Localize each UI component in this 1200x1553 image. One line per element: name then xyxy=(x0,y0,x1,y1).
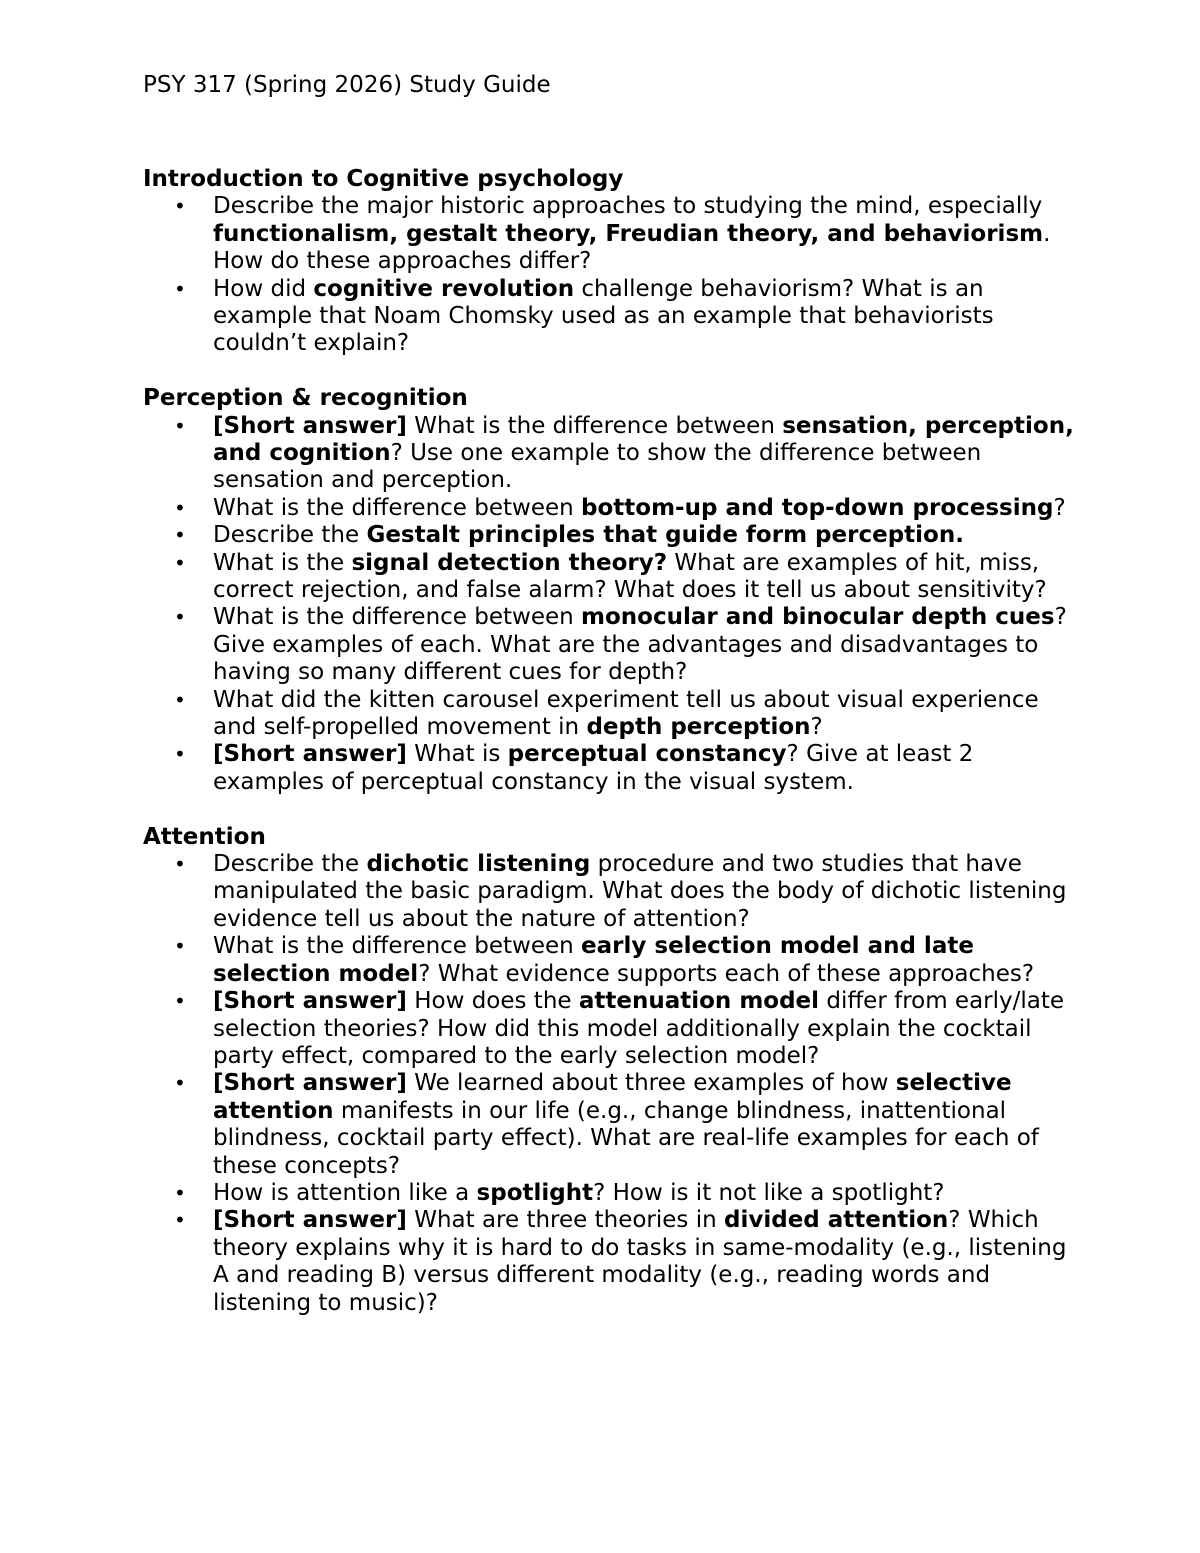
bold-term: divided attention xyxy=(724,1207,949,1234)
bullet-icon: • xyxy=(174,276,186,301)
question-item xyxy=(143,413,1083,495)
question-text: . How do these approaches differ? xyxy=(213,220,1051,275)
question-item xyxy=(143,604,1083,686)
question-item xyxy=(143,193,1083,275)
question-text: What are three theories in xyxy=(406,1207,724,1234)
question-text: How did xyxy=(213,275,314,302)
question-list xyxy=(143,413,1083,797)
question-item xyxy=(143,933,1083,988)
question-item xyxy=(143,1207,1083,1317)
question-text: Describe the xyxy=(213,522,367,549)
bold-term: [Short answer] xyxy=(213,1070,407,1097)
question-text: ? What evidence supports each of these approaches? xyxy=(418,960,1035,987)
bullet-icon: • xyxy=(174,1208,186,1233)
bullet-icon: • xyxy=(174,852,186,877)
question-item xyxy=(143,550,1083,605)
question-text: What did the kitten carousel experiment tell us about visual experience and self-propelled movement in xyxy=(213,686,1039,741)
question-text: What is the difference between xyxy=(406,412,783,439)
bullet-icon: • xyxy=(174,1180,186,1205)
bullet-icon: • xyxy=(174,495,186,520)
question-text: How is attention like a xyxy=(213,1179,477,1206)
bold-term: spotlight xyxy=(476,1179,594,1206)
question-item xyxy=(143,851,1083,933)
bold-term: [Short answer] xyxy=(213,988,407,1015)
bold-term: early selection model and late selection model xyxy=(213,933,974,987)
bold-term: bottom-up and top-down processing xyxy=(581,494,1054,521)
bold-term: dichotic listening xyxy=(366,851,591,878)
bold-term: Gestalt principles that guide form perception. xyxy=(366,522,964,549)
question-text: How does the xyxy=(406,988,579,1015)
question-text: What is xyxy=(406,741,508,768)
bold-term: cognitive revolution xyxy=(313,275,575,302)
question-text: What is the xyxy=(213,549,352,576)
bullet-icon: • xyxy=(174,687,186,712)
bullet-icon: • xyxy=(174,742,186,767)
bullet-icon: • xyxy=(174,523,186,548)
question-text: We learned about three examples of how xyxy=(406,1070,896,1097)
question-item xyxy=(143,522,1083,549)
section xyxy=(143,166,1083,358)
question-text: ? Use one example to show the difference between sensation and perception. xyxy=(213,440,982,494)
bold-term: [Short answer] xyxy=(213,741,407,768)
question-text: manifests in our life (e.g., change blindness, inattentional blindness, cocktail party effect). What are real-life examples for each of these concepts? xyxy=(213,1097,1039,1179)
bold-term: monocular and binocular depth cues xyxy=(581,604,1055,631)
section xyxy=(143,385,1083,796)
bullet-icon: • xyxy=(174,194,186,219)
bold-term: selective attention xyxy=(213,1070,1012,1124)
section-heading: Perception & recognition xyxy=(143,385,468,412)
question-text: ? Give examples of each. What are the advantages and disadvantages to having so many different cues for depth? xyxy=(213,604,1067,686)
study-guide-content xyxy=(143,166,1083,1344)
bullet-icon: • xyxy=(174,989,186,1014)
question-text: What is the difference between xyxy=(213,933,582,960)
bold-term: signal detection theory? xyxy=(351,549,668,576)
question-item xyxy=(143,687,1083,742)
question-text: Describe the major historic approaches to studying the mind, especially xyxy=(213,193,1043,220)
question-text: What are examples of hit, miss, correct rejection, and false alarm? What does it tell us about sensitivity? xyxy=(213,549,1047,604)
bullet-icon: • xyxy=(174,550,186,575)
bold-term: attenuation model xyxy=(578,988,820,1015)
question-list xyxy=(143,193,1083,357)
question-list xyxy=(143,851,1083,1317)
question-text: ? Which theory explains why it is hard to do tasks in same-modality (e.g., listening A and reading B) versus different modality (e.g., reading words and listening to music)? xyxy=(213,1207,1067,1316)
bullet-icon: • xyxy=(174,413,186,438)
question-item xyxy=(143,1180,1083,1207)
section-heading: Attention xyxy=(143,823,266,850)
section xyxy=(143,824,1083,1317)
bold-term: sensation, perception, and cognition xyxy=(213,412,1074,467)
question-text: What is the difference between xyxy=(213,604,582,631)
question-text: differ from early/late selection theories? How did this model additionally explain the cocktail party effect, compared to the early selection model? xyxy=(213,988,1065,1069)
question-text: What is the difference between xyxy=(213,494,582,521)
question-item xyxy=(143,741,1083,796)
question-item xyxy=(143,1070,1083,1180)
question-text: ? How is it not like a spotlight? xyxy=(593,1179,945,1206)
bold-term: perceptual constancy xyxy=(507,741,787,768)
question-item xyxy=(143,495,1083,522)
bold-term: depth perception xyxy=(586,714,811,741)
question-text: procedure and two studies that have manipulated the basic paradigm. What does the body of dichotic listening evidence tell us about the nature of attention? xyxy=(213,851,1067,932)
question-text: ? xyxy=(1053,494,1066,521)
question-item xyxy=(143,276,1083,358)
bullet-icon: • xyxy=(174,934,186,959)
bullet-icon: • xyxy=(174,1071,186,1096)
bold-term: [Short answer] xyxy=(213,412,407,439)
question-text: ? Give at least 2 examples of perceptual constancy in the visual system. xyxy=(213,741,974,795)
question-text: challenge behaviorism? What is an example that Noam Chomsky used as an example that behaviorists couldn’t explain? xyxy=(213,275,994,357)
question-text: Describe the xyxy=(213,851,367,878)
question-item xyxy=(143,988,1083,1070)
bullet-icon: • xyxy=(174,605,186,630)
bold-term: [Short answer] xyxy=(213,1207,407,1234)
bold-term: functionalism, gestalt theory, Freudian theory, and behaviorism xyxy=(213,220,1044,247)
document-title: PSY 317 (Spring 2026) Study Guide xyxy=(143,72,551,98)
question-text: ? xyxy=(810,714,823,741)
section-heading: Introduction to Cognitive psychology xyxy=(143,166,624,192)
